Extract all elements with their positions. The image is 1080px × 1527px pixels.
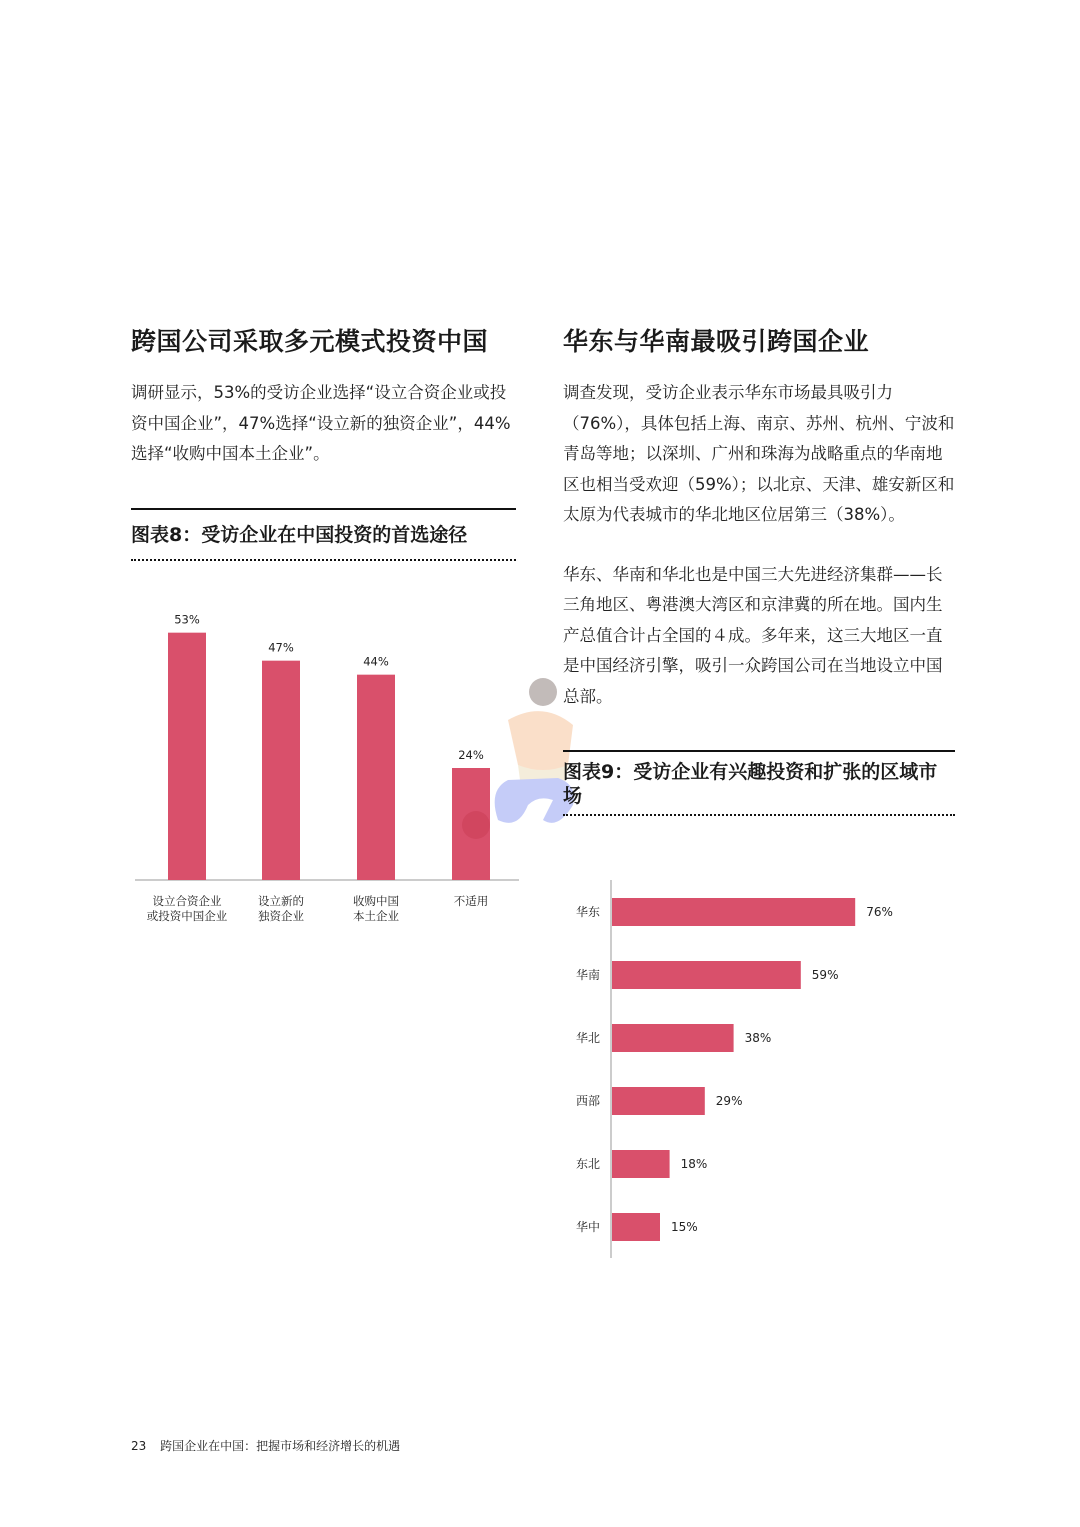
page-number: 23 bbox=[131, 1439, 147, 1453]
chart2-category-label: 华中 bbox=[575, 1220, 600, 1234]
figure9-title: 图表9：受访企业有兴趣投资和扩张的区域市场 bbox=[563, 761, 938, 807]
chart1-category-label: 本土企业 bbox=[353, 909, 399, 923]
chart2-bar bbox=[612, 1024, 734, 1052]
chart1-category-label: 独资企业 bbox=[258, 909, 304, 923]
chart2-value-label: 18% bbox=[680, 1157, 708, 1171]
chart2-category-label: 西部 bbox=[575, 1094, 600, 1108]
footer bbox=[131, 1437, 410, 1454]
chart2-category-label: 华东 bbox=[575, 905, 600, 919]
figure9-dotted-rule bbox=[563, 814, 955, 816]
chart1-value-label: 47% bbox=[268, 640, 294, 655]
chart2-bar bbox=[612, 961, 801, 989]
left-column bbox=[131, 322, 516, 561]
chart2-bar bbox=[612, 898, 855, 926]
figure8-title: 图表8：受访企业在中国投资的首选途径 bbox=[131, 523, 468, 546]
chart2-bar bbox=[612, 1087, 705, 1115]
right-column bbox=[563, 322, 955, 816]
chart2-value-label: 15% bbox=[671, 1220, 698, 1234]
left-heading: 跨国公司采取多元模式投资中国 bbox=[131, 327, 489, 356]
chart2-bar bbox=[612, 1213, 660, 1241]
chart2-value-label: 76% bbox=[866, 905, 893, 919]
chart1-category-label: 设立新的 bbox=[258, 894, 304, 908]
chart2-value-label: 29% bbox=[715, 1094, 743, 1108]
right-paragraph-1: 调查发现，受访企业表示华东市场最具吸引力（76%），具体包括上海、南京、苏州、杭州、宁波和青岛等地；以深圳、广州和珠海为战略重点的华南地区也相当受欢迎（59%）；以北京、天津、雄安新区和太原为代表城市的华北地区位居第三（38%）。 bbox=[563, 383, 955, 524]
figure8-dotted-rule bbox=[131, 559, 516, 561]
chart2-value-label: 38% bbox=[744, 1031, 772, 1045]
chart2-category-label: 华南 bbox=[575, 968, 600, 982]
chart2-category-label: 华北 bbox=[575, 1031, 600, 1045]
chart1-value-label: 44% bbox=[363, 654, 389, 669]
chart1-category-label: 或投资中国企业 bbox=[146, 909, 228, 923]
chart1-value-label: 24% bbox=[458, 748, 484, 762]
chart1-value-label: 53% bbox=[174, 612, 200, 627]
chart1-bar bbox=[168, 633, 206, 880]
right-heading: 华东与华南最吸引跨国企业 bbox=[563, 327, 870, 356]
chart1-category-label: 不适用 bbox=[453, 894, 489, 908]
left-paragraph: 调研显示，53%的受访企业选择“设立合资企业或投资中国企业”，47%选择“设立新的独资企业”，44%选择“收购中国本土企业”。 bbox=[131, 383, 511, 463]
chart1-category-label: 设立合资企业 bbox=[152, 894, 222, 908]
chart1-category-label: 收购中国 bbox=[353, 894, 399, 908]
chart2-bar bbox=[612, 1150, 670, 1178]
chart2-value-label: 59% bbox=[811, 968, 839, 982]
chart2-category-label: 东北 bbox=[575, 1157, 600, 1171]
footer-text: 跨国企业在中国：把握市场和经济增长的机遇 bbox=[160, 1439, 401, 1453]
chart1-bar bbox=[357, 675, 395, 880]
right-paragraph-2: 华东、华南和华北也是中国三大先进经济集群——长三角地区、粤港澳大湾区和京津冀的所在地。国内生产总值合计占全国的４成。多年来，这三大地区一直是中国经济引擎，吸引一众跨国公司在当地设立中国总部。 bbox=[563, 564, 943, 706]
figure9-chart bbox=[563, 880, 955, 1260]
chart1-bar bbox=[262, 661, 300, 880]
